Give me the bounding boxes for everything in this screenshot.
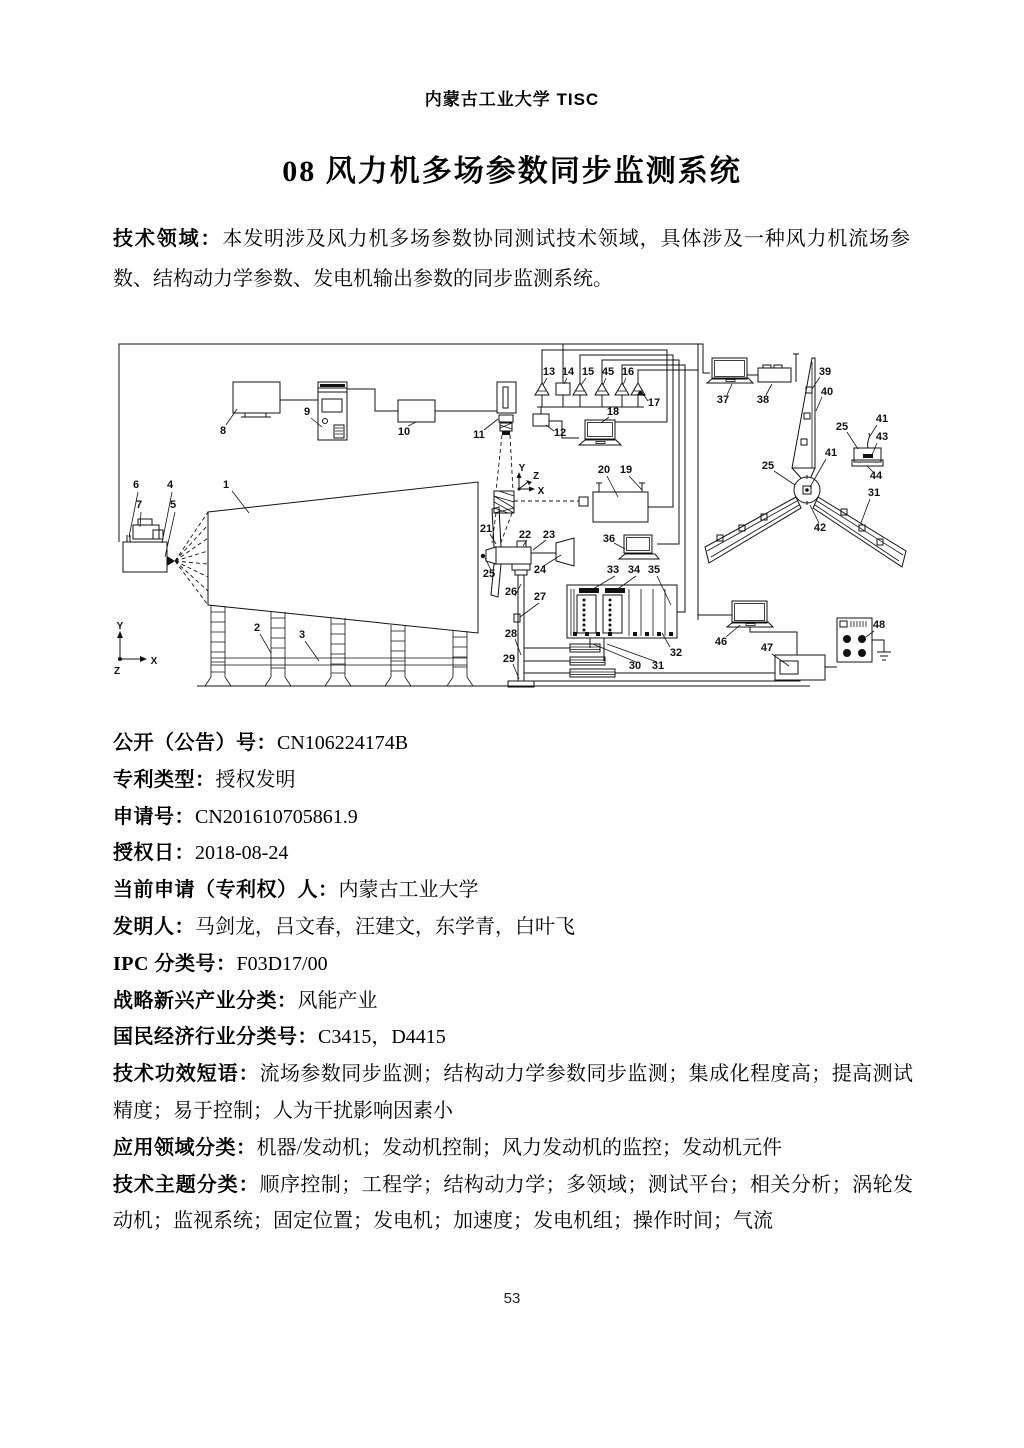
technical-field-paragraph xyxy=(113,219,910,299)
part-label-41b: 41 xyxy=(875,413,889,425)
part-label-31b: 31 xyxy=(867,487,881,499)
field-label: IPC 分类号： xyxy=(113,952,237,975)
controller-box xyxy=(398,400,435,422)
field-label: 授权日： xyxy=(113,842,195,865)
axis-z-small: Z xyxy=(532,471,540,482)
page-title: 08 风力机多场参数同步监测系统 xyxy=(282,155,742,188)
patent-figure xyxy=(113,337,910,702)
part-label-19: 19 xyxy=(619,464,633,476)
field-value: 马剑龙，吕文春，汪建文，东学青，白叶飞 xyxy=(195,915,575,938)
field-row xyxy=(113,835,913,872)
part-label-10: 10 xyxy=(397,426,411,438)
part-label-3: 3 xyxy=(298,629,306,641)
part-label-37: 37 xyxy=(716,394,730,406)
axis-y-big: Y xyxy=(116,621,124,632)
signal-conditioner-box xyxy=(533,414,549,426)
part-label-17: 17 xyxy=(647,397,661,409)
part-label-42: 42 xyxy=(813,522,827,534)
wireless-router xyxy=(758,354,799,382)
laptop-46 xyxy=(727,601,773,627)
field-row xyxy=(113,1019,913,1056)
part-label-12: 12 xyxy=(553,427,567,439)
laser-camera-head xyxy=(492,382,516,545)
part-label-20: 20 xyxy=(597,464,611,476)
field-label: 战略新兴产业分类： xyxy=(113,989,298,1012)
page-number: 53 xyxy=(503,1290,521,1307)
part-label-18: 18 xyxy=(606,406,620,418)
field-value: 内蒙古工业大学 xyxy=(338,879,479,902)
field-value: 机器/发动机；发动机控制；风力发动机的监控；发动机元件 xyxy=(256,1136,783,1159)
computer-tower xyxy=(318,382,347,440)
field-label: 应用领域分类： xyxy=(113,1136,257,1159)
part-label-15: 15 xyxy=(581,366,595,378)
axis-x-small: X xyxy=(537,486,545,497)
technical-field-text: 本发明涉及风力机多场参数协同测试技术领域，具体涉及一种风力机流场参数、结构动力学参数、发电机输出参数的同步监测系统。 xyxy=(113,228,911,290)
axes-small xyxy=(517,463,545,497)
power-panel xyxy=(837,618,872,662)
part-label-27: 27 xyxy=(533,591,547,603)
field-value: CN201610705861.9 xyxy=(195,805,358,828)
field-row xyxy=(113,762,913,799)
axis-x-big: X xyxy=(150,656,158,667)
part-label-9: 9 xyxy=(303,406,311,418)
truss-supports xyxy=(203,606,475,686)
technical-field-label: 技术领域： xyxy=(113,228,223,250)
field-value: 顺序控制；工程学；结构动力学；多领域；测试平台；相关分析；涡轮发动机；监视系统；固定位置；发电机；加速度；发电机组；操作时间；气流 xyxy=(113,1173,914,1233)
field-label: 专利类型： xyxy=(113,768,216,791)
wind-tunnel xyxy=(203,482,478,686)
laptop-37 xyxy=(707,358,753,383)
part-label-24: 24 xyxy=(533,564,547,576)
part-label-6: 6 xyxy=(132,479,140,491)
part-label-26: 26 xyxy=(504,586,518,598)
field-label: 国民经济行业分类号： xyxy=(113,1026,318,1049)
part-label-11: 11 xyxy=(473,429,485,441)
part-label-28: 28 xyxy=(504,628,518,640)
part-label-35: 35 xyxy=(647,564,661,576)
axes-big xyxy=(114,621,158,677)
part-label-8: 8 xyxy=(219,425,227,437)
part-label-5: 5 xyxy=(169,499,177,511)
part-label-43: 43 xyxy=(875,431,889,443)
field-label: 申请号： xyxy=(113,805,195,828)
field-row xyxy=(113,1130,913,1167)
laptop-18 xyxy=(579,420,621,445)
field-label: 公开（公告）号： xyxy=(113,732,277,754)
part-label-39: 39 xyxy=(818,366,832,378)
part-label-29: 29 xyxy=(502,653,516,665)
part-label-25c: 25 xyxy=(835,421,849,433)
field-label: 技术功效短语： xyxy=(113,1063,260,1086)
part-label-25b: 25 xyxy=(761,460,775,472)
part-label-13: 13 xyxy=(542,366,556,378)
axis-y-small: Y xyxy=(518,463,526,474)
field-row xyxy=(113,1167,913,1241)
part-label-16: 16 xyxy=(621,366,635,378)
monitor xyxy=(233,382,280,417)
field-label: 当前申请（专利权）人： xyxy=(113,879,339,902)
field-row xyxy=(113,1056,913,1130)
part-label-47: 47 xyxy=(760,642,774,654)
part-label-33: 33 xyxy=(606,564,620,576)
part-label-36: 36 xyxy=(602,533,616,545)
laptop-36 xyxy=(619,535,659,559)
part-label-40: 40 xyxy=(820,386,834,398)
part-label-41a: 41 xyxy=(824,447,838,459)
field-row xyxy=(113,799,913,836)
part-label-30: 30 xyxy=(628,660,642,672)
field-row xyxy=(113,725,913,762)
measurement-plane xyxy=(494,491,514,513)
part-label-32: 32 xyxy=(669,647,683,659)
field-label: 技术主题分类： xyxy=(113,1173,260,1196)
part-label-22: 22 xyxy=(518,529,532,541)
axis-z-big: Z xyxy=(113,666,121,677)
part-label-38: 38 xyxy=(756,394,770,406)
load-box xyxy=(775,655,825,680)
part-label-1: 1 xyxy=(222,479,230,491)
field-row xyxy=(113,946,913,983)
part-label-2: 2 xyxy=(253,622,261,634)
field-value: C3415，D4415 xyxy=(318,1026,446,1049)
part-label-23: 23 xyxy=(542,529,556,541)
part-label-45: 45 xyxy=(601,366,615,378)
part-label-14: 14 xyxy=(561,366,575,378)
system-diagram xyxy=(113,337,910,702)
part-label-46: 46 xyxy=(714,636,728,648)
field-value: 风能产业 xyxy=(297,989,378,1012)
field-value: 2018-08-24 xyxy=(195,842,289,865)
field-label: 发明人： xyxy=(113,915,195,938)
part-label-7: 7 xyxy=(135,499,143,511)
daq-rack xyxy=(567,585,677,638)
field-value: CN106224174B xyxy=(277,732,409,754)
part-label-44: 44 xyxy=(869,470,883,482)
field-value: 流场参数同步监测；结构动力学参数同步监测；集成化程度高；提高测试精度；易于控制；人为干扰影响因素小 xyxy=(113,1063,914,1122)
field-value: F03D17/00 xyxy=(236,952,328,975)
part-label-25a: 25 xyxy=(482,568,496,580)
part-label-4: 4 xyxy=(166,479,174,491)
field-value: 授权发明 xyxy=(215,768,296,791)
document-header: 内蒙古工业大学 TISC xyxy=(424,90,600,109)
part-label-48: 48 xyxy=(872,619,886,631)
part-label-31a: 31 xyxy=(651,660,665,672)
field-row xyxy=(113,909,913,946)
probe-array xyxy=(535,383,645,396)
part-label-34: 34 xyxy=(627,564,641,576)
field-row xyxy=(113,983,913,1020)
patent-metadata xyxy=(113,725,913,1240)
part-label-21: 21 xyxy=(479,523,493,535)
field-row xyxy=(113,872,913,909)
